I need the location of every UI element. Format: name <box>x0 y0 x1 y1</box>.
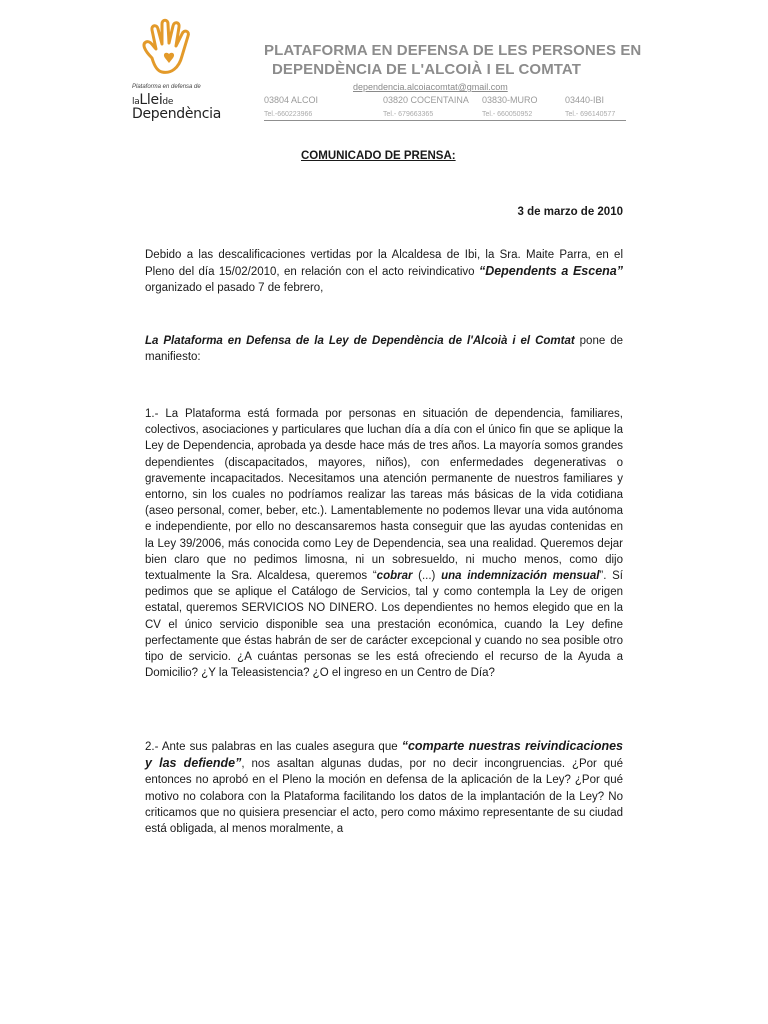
header-divider <box>264 120 626 121</box>
document-date: 3 de marzo de 2010 <box>517 206 623 218</box>
paragraph-intro: Debido a las descalificaciones vertidas por la Alcaldesa de Ibi, la Sra. Maite Parra, en el Pleno del día 15/02/2010, en relación con el acto reivindicativo “Dependents a Escena” organizado el pasado 7 de febrero, <box>145 249 623 295</box>
title-line-2: DEPENDÈNCIA DE L'ALCOIÀ I EL COMTAT <box>272 61 582 78</box>
paragraph-point-1: 1.- La Plataforma está formada por personas en situación de dependencia, familiares, colectivos, asociaciones y particulares que luchan día a día con el único fin que se aplique la Ley de Dependencia, aprobada ya desde hace más de tres años. La mayoría somos grandes dependientes (discapacitados, mayores, niños), con enfermedades degenerativas o gravemente incapacitados. Necesitamos una atención permanente de nuestros familiares y entorno, sin los cuales no podríamos realizar las tareas más básicas de la vida cotidiana (aseo personal, comer, beber, etc.). Lamentablemente no podemos llevar una vida autónoma e independiente, por ello no descansaremos hasta conseguir que las ayudas contenidas en la Ley 39/2006, más conocida como Ley de Dependencia, sea una realidad. Queremos dejar bien claro que no pedimos limosna, ni un sobresueldo, ni mucho menos, como dijo textualmente la Sra. Alcaldesa, queremos “cobrar (...) una indemnización mensual”. Sí pedimos que se aplique el Catálogo de Servicios, tal y como contempla la Ley de origen estatal, queremos SERVICIOS NO DINERO. Los dependientes no hemos elegido que en la CV el único servicio disponible sea una prestación económica, cuando la Ley define perfectamente que éstas habrán de ser de carácter excepcional y cuando no sea posible otro tipo de servicio. ¿A cuántas personas se les está ofreciendo el recurso de la Ayuda a Domicilio? ¿Y la Teleasistencia? ¿O el ingreso en un Centro de Día? <box>145 408 623 680</box>
organization-title <box>264 41 641 79</box>
title-line-1: PLATAFORMA EN DEFENSA DE LES PERSONES EN <box>264 42 642 59</box>
email-link[interactable]: dependencia.alcoiacomtat@gmail.com <box>353 82 508 92</box>
paragraph-platform: La Plataforma en Defensa de la Ley de Dependència de l'Alcoià i el Comtat pone de manifiesto: <box>145 335 623 364</box>
logo-name-line1: laLleide <box>132 92 174 108</box>
platform-logo <box>128 18 228 122</box>
office-alcoi: 03804 ALCOI Tel.-660223966 <box>264 95 319 118</box>
press-release-heading: COMUNICADO DE PRENSA: <box>301 150 456 162</box>
office-muro: 03830-MURO Tel.- 660050952 <box>482 95 538 118</box>
logo-name-line2: Dependència <box>132 106 222 122</box>
office-ibi: 03440-IBI Tel.- 696140577 <box>565 95 616 118</box>
logo-tagline: Plataforma en defensa de <box>132 84 201 90</box>
office-cocentaina: 03820 COCENTAINA Tel.- 679663365 <box>383 95 469 118</box>
hand-heart-icon <box>138 18 204 82</box>
paragraph-point-2: 2.- Ante sus palabras en las cuales asegura que “comparte nuestras reivindicaciones y las defiende”, nos asaltan algunas dudas, por no decir incongruencias. ¿Por qué entonces no aprobó en el Pleno la moción en defensa de la aplicación de la Ley? ¿Por qué motivo no colabora con la Plataforma facilitando los datos de la implantación de la Ley? No criticamos que no quisiera presenciar el acto, pero como máximo representante de su ciudad está obligada, al menos moralmente, a <box>145 739 624 836</box>
